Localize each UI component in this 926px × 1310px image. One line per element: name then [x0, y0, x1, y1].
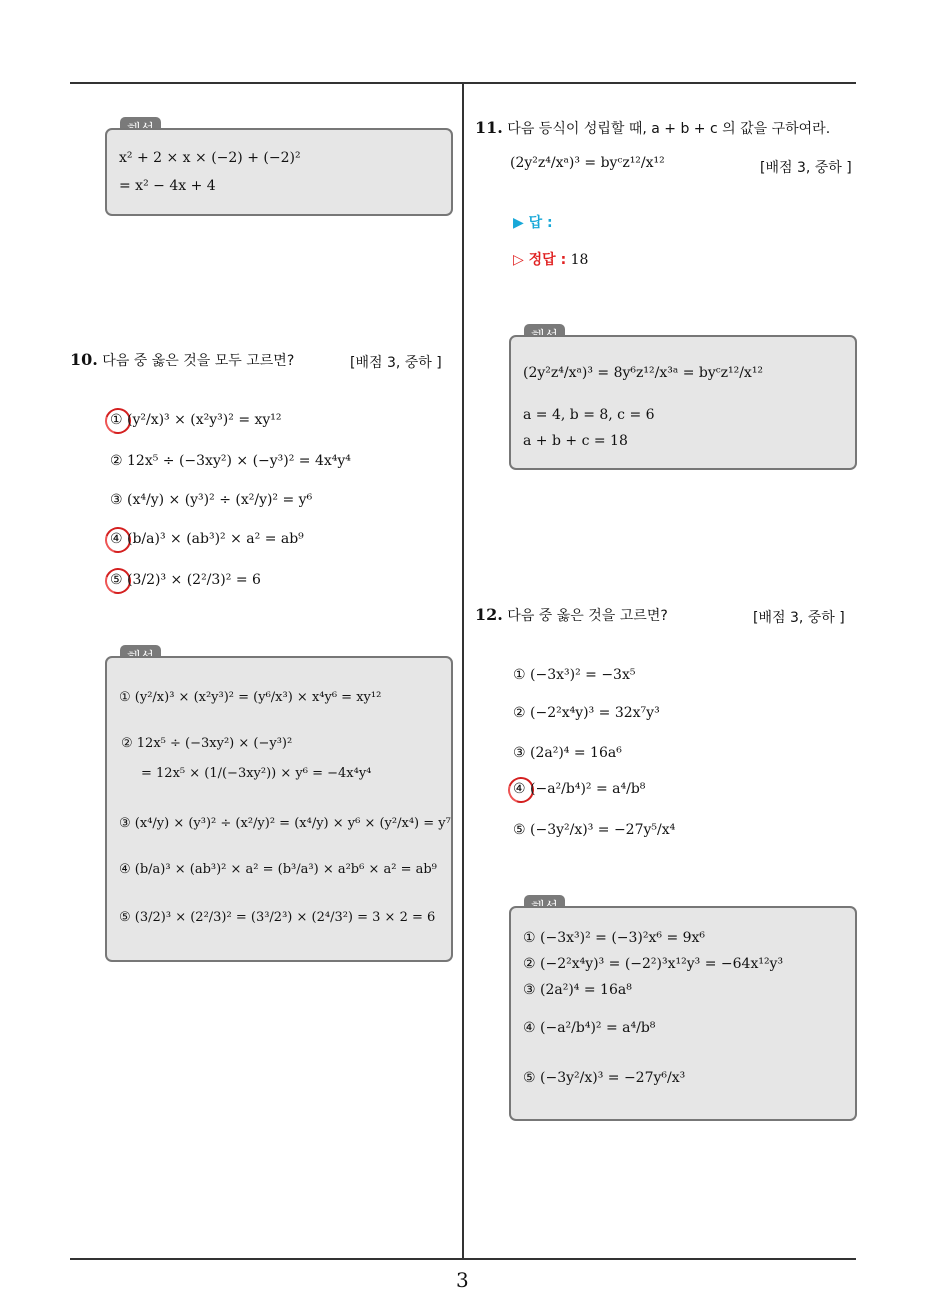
correct-answer: [513, 249, 588, 269]
solution-line: ④ (−a²/b⁴)² = a⁴/b⁸: [523, 1020, 656, 1036]
choice-2: ② 12x⁵ ÷ (−3xy²) × (−y³)² = 4x⁴y⁴: [110, 453, 351, 469]
choice-5: ⑤ (−3y²/x)³ = −27y⁵/x⁴: [513, 822, 676, 838]
solution-line: a + b + c = 18: [523, 433, 628, 449]
solution-line: (2y²z⁴/xᵃ)³ = 8y⁶z¹²/x³ᵃ = byᶜz¹²/x¹²: [523, 365, 764, 381]
question-11-header: [475, 118, 830, 138]
choice-2: ② (−2²x⁴y)³ = 32x⁷y³: [513, 705, 660, 721]
score-label: [배점 3, 중하 ]: [350, 355, 442, 371]
correct-answer-value: 18: [570, 252, 589, 268]
bottom-rule: [70, 1258, 856, 1260]
choice-1: ① (y²/x)³ × (x²y³)² = xy¹²: [110, 412, 282, 428]
solution-line: a = 4, b = 8, c = 6: [523, 407, 655, 423]
question-text: 다음 등식이 성립할 때, a + b + c 의 값을 구하여라.: [507, 121, 831, 137]
page-number: 3: [456, 1268, 469, 1292]
question-12-header: [475, 605, 668, 625]
solution-line: ② 12x⁵ ÷ (−3xy²) × (−y³)²: [121, 736, 293, 751]
question-number: 11.: [475, 118, 503, 137]
solution-line: ③ (2a²)⁴ = 16a⁸: [523, 982, 632, 998]
choice-4: ④ (b/a)³ × (ab³)² × a² = ab⁹: [110, 531, 304, 547]
solution-line: ⑤ (−3y²/x)³ = −27y⁶/x³: [523, 1070, 686, 1086]
solution-line: ② (−2²x⁴y)³ = (−2²)³x¹²y³ = −64x¹²y³: [523, 956, 784, 972]
solution-line: ① (y²/x)³ × (x²y³)² = (y⁶/x³) × x⁴y⁶ = xy¹²: [119, 690, 382, 705]
choice-3: ③ (2a²)⁴ = 16a⁶: [513, 745, 622, 761]
choice-3: ③ (x⁴/y) × (y³)² ÷ (x²/y)² = y⁶: [110, 492, 313, 508]
solution-line: ③ (x⁴/y) × (y³)² ÷ (x²/y)² = (x⁴/y) × y⁶ × (y²/x⁴) = y⁷: [119, 816, 451, 831]
choice-5: ⑤ (3/2)³ × (2²/3)² = 6: [110, 572, 261, 588]
center-divider: [462, 83, 464, 1258]
score-label: [배점 3, 중하 ]: [760, 160, 852, 176]
choice-1: ① (−3x³)² = −3x⁵: [513, 667, 636, 683]
solution-line: ① (−3x³)² = (−3)²x⁶ = 9x⁶: [523, 930, 706, 946]
solution-box-q10: [105, 656, 453, 962]
solution-box-q11: [509, 335, 857, 470]
score-label: [배점 3, 중하 ]: [753, 610, 845, 626]
solution-box-q12: [509, 906, 857, 1121]
question-number: 12.: [475, 605, 503, 624]
answer-label: ▶ 답 :: [513, 215, 553, 231]
solution-line: = 12x⁵ × (1/(−3xy²)) × y⁶ = −4x⁴y⁴: [141, 766, 372, 781]
choice-4: ④ (−a²/b⁴)² = a⁴/b⁸: [513, 781, 646, 797]
question-10-header: [70, 350, 294, 370]
question-text: 다음 중 옳은 것을 고르면?: [507, 608, 668, 624]
solution-line: ⑤ (3/2)³ × (2²/3)² = (3³/2³) × (2⁴/3²) = 3 × 2 = 6: [119, 910, 436, 925]
solution-line: ④ (b/a)³ × (ab³)² × a² = (b³/a³) × a²b⁶ × a² = ab⁹: [119, 862, 437, 877]
question-text: 다음 중 옳은 것을 모두 고르면?: [102, 353, 295, 369]
question-number: 10.: [70, 350, 98, 369]
solution-line: x² + 2 × x × (−2) + (−2)²: [119, 150, 301, 166]
question-equation: (2y²z⁴/xᵃ)³ = byᶜz¹²/x¹²: [510, 155, 665, 171]
correct-answer-label: ▷ 정답 :: [513, 252, 567, 268]
solution-box-top: [105, 128, 453, 216]
solution-line: = x² − 4x + 4: [119, 178, 216, 194]
